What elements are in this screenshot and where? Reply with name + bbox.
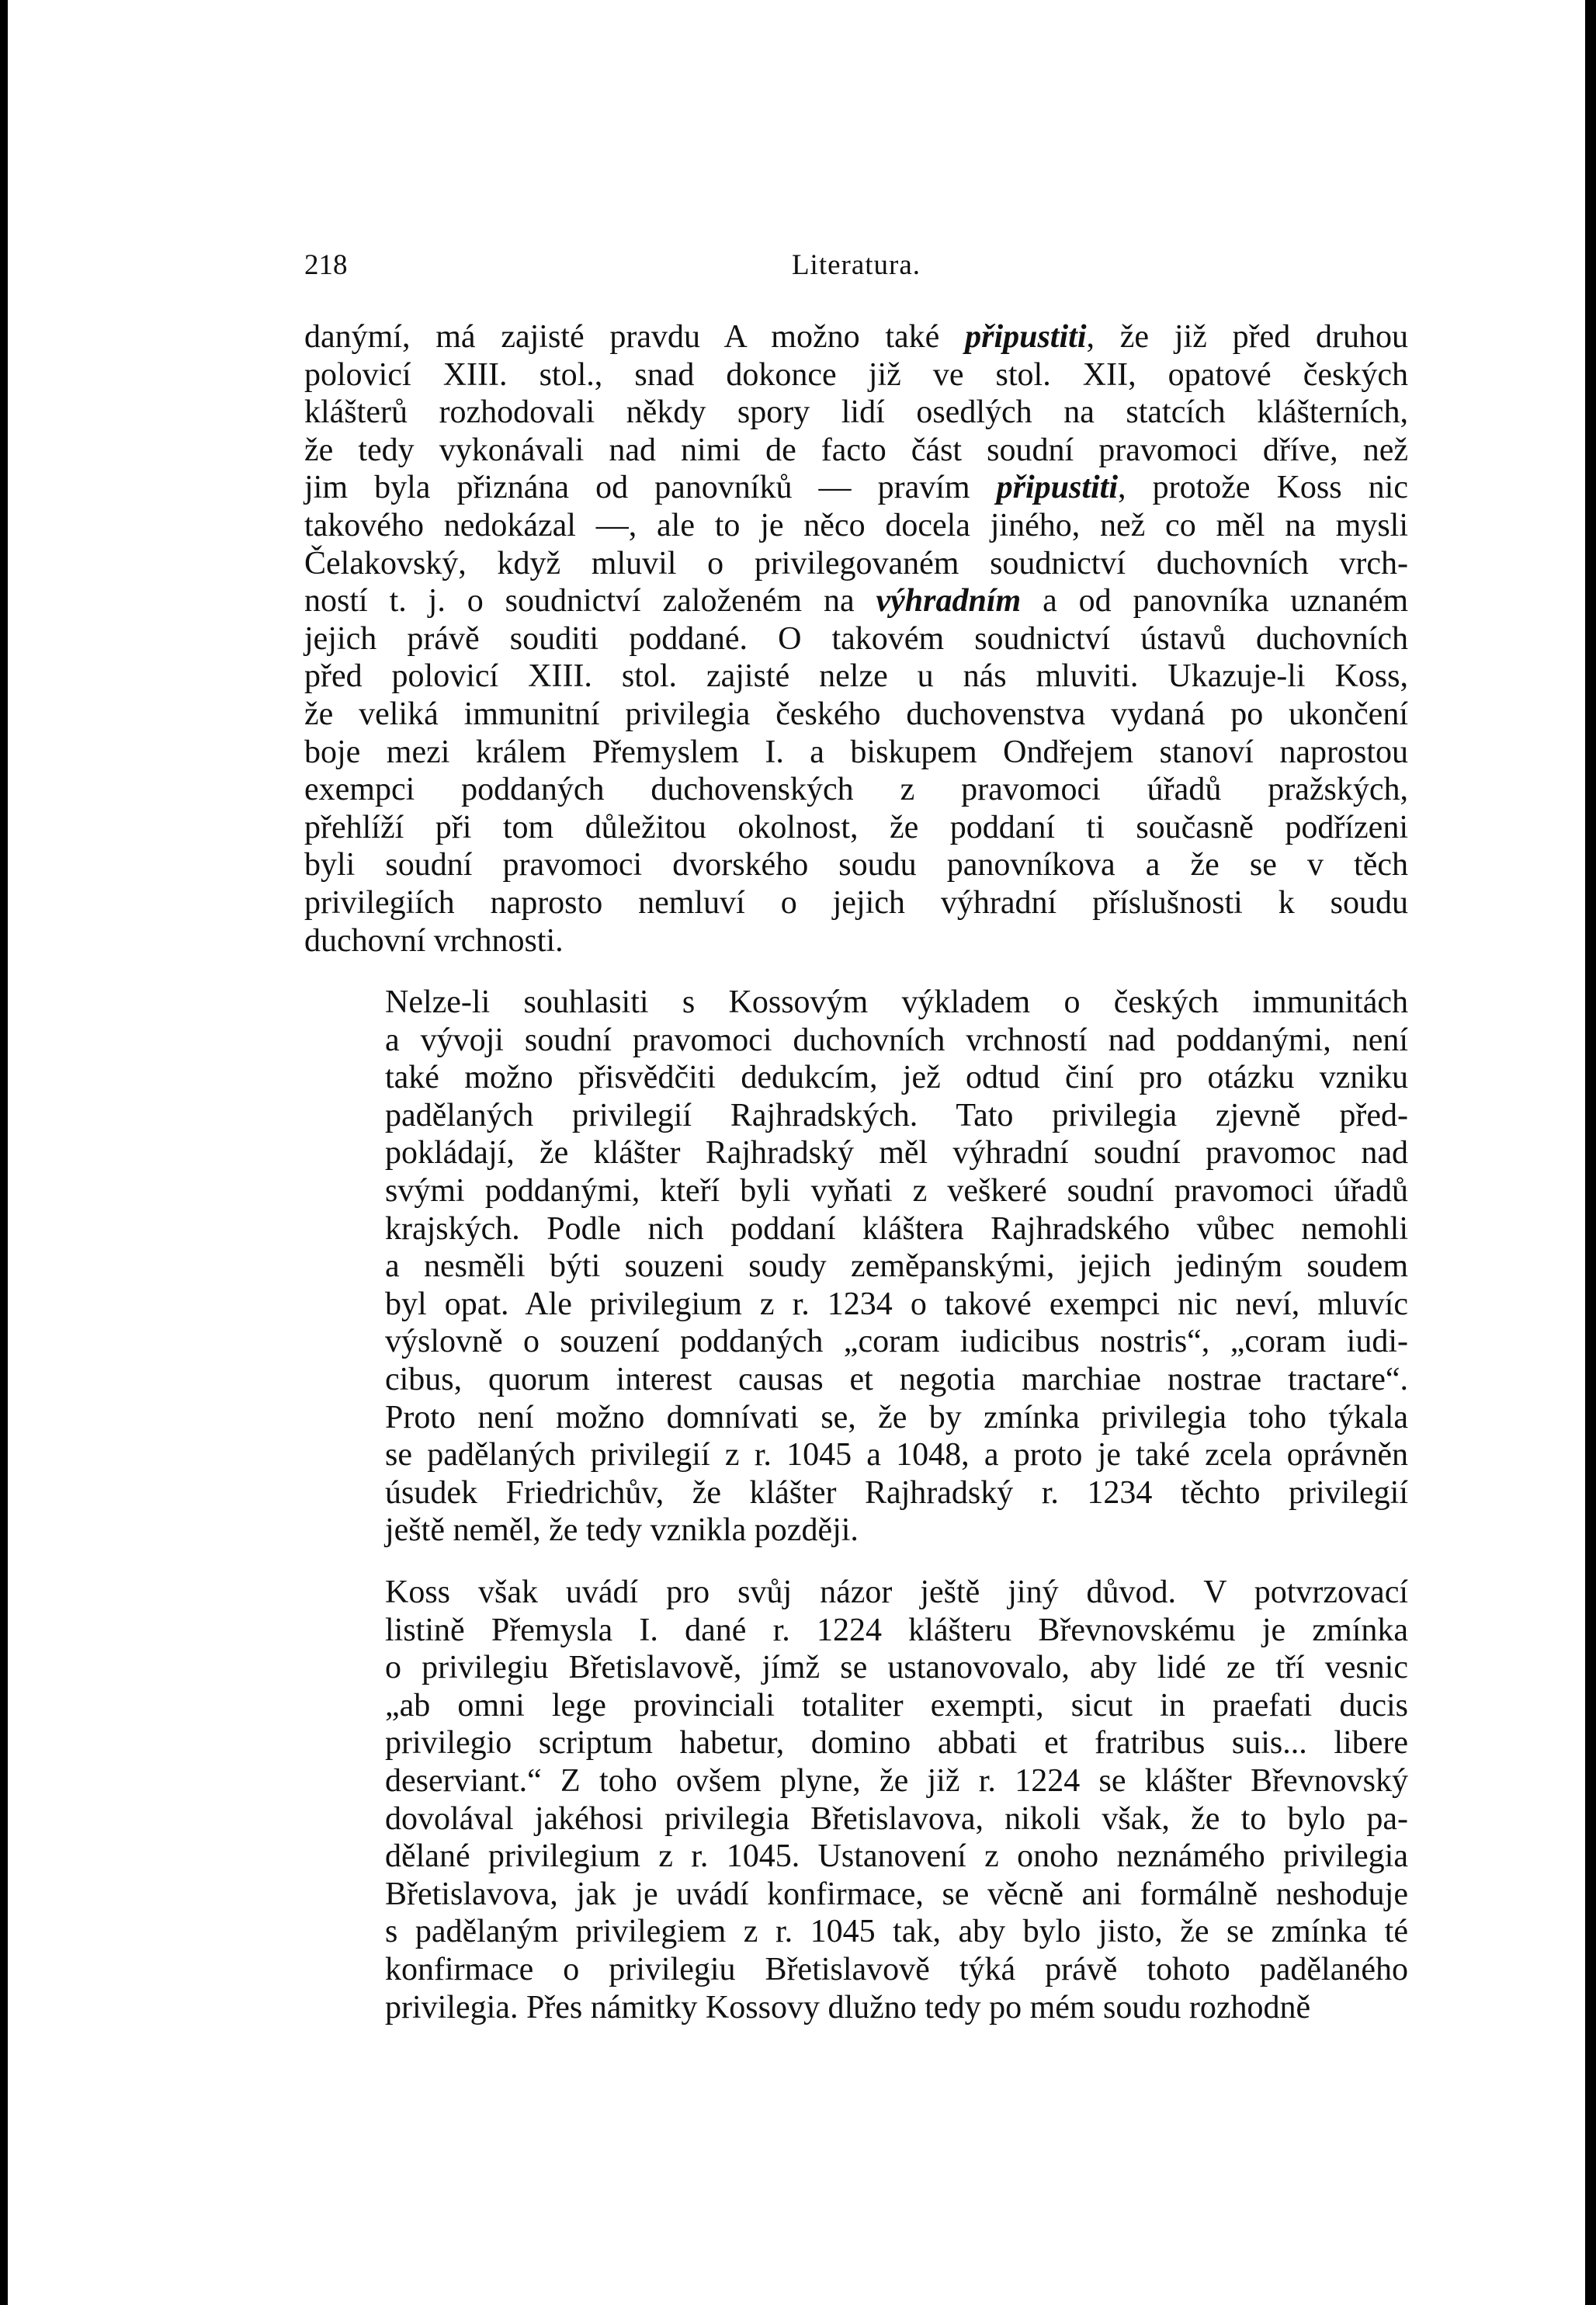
text-line: ností t. j. o soudnictví založeném na výhradním a od panovníka uznaném xyxy=(304,583,1408,620)
text-line: exempci poddaných duchovenských z pravomoci úřadů pražských, xyxy=(304,772,1408,808)
text-line: ještě neměl, že tedy vznikla později. xyxy=(385,1512,859,1549)
text-line: byl opat. Ale privilegium z r. 1234 o takové exempci nic neví, mluvíc xyxy=(385,1286,1408,1322)
text-line: Proto není možno domnívati se, že by zmínka privilegia toho týkala xyxy=(385,1399,1408,1435)
paragraph-1 xyxy=(304,318,1408,960)
text-line: krajských. Podle nich poddaní kláštera Rajhradského vůbec nemohli xyxy=(385,1210,1408,1247)
text-line: Koss však uvádí pro svůj názor ještě jiný důvod. V potvrzovací xyxy=(385,1574,1408,1610)
text-line: takového nedokázal —, ale to je něco docela jiného, než co měl na mysli xyxy=(304,507,1408,543)
text-line: pokládají, že klášter Rajhradský měl výhradní soudní pravomoc nad xyxy=(385,1135,1408,1172)
text-line: privilegiích naprosto nemluví o jejich výhradní příslušnosti k soudu xyxy=(304,884,1408,921)
text-line: že tedy vykonávali nad nimi de facto část soudní pravomoci dříve, než xyxy=(304,432,1408,468)
text-line: a vývoji soudní pravomoci duchovních vrchností nad poddanými, není xyxy=(385,1022,1408,1058)
text-line: a nesměli býti souzeni soudy zeměpanskými, jejich jediným soudem xyxy=(385,1248,1408,1285)
text-line: cibus, quorum interest causas et negotia marchiae nostrae tractare“. xyxy=(385,1362,1408,1398)
text-line: polovicí XIII. stol., snad dokonce již ve stol. XII, opatové českých xyxy=(304,356,1408,393)
paragraph-3 xyxy=(304,1574,1408,2026)
text-line: se padělaných privilegií z r. 1045 a 1048, a proto je také zcela oprávněn xyxy=(385,1437,1408,1474)
text-line: duchovní vrchnosti. xyxy=(304,922,564,959)
text-line: privilegia. Přes námitky Kossovy dlužno tedy po mém soudu rozhodně xyxy=(385,1989,1311,2026)
text-line: danýmí, má zajisté pravdu A možno také připustiti, že již před druhou xyxy=(304,319,1408,355)
text-line: Břetislavova, jak je uvádí konfirmace, se věcně ani formálně neshoduje xyxy=(385,1876,1408,1912)
text-line: jim byla přiznána od panovníků — pravím připustiti, protože Koss nic xyxy=(304,470,1408,506)
text-line: o privilegiu Břetislavově, jímž se ustanovovalo, aby lidé ze tří vesnic xyxy=(385,1650,1408,1686)
text-line: byli soudní pravomoci dvorského soudu panovníkova a že se v těch xyxy=(304,847,1408,883)
scan-edge xyxy=(1585,0,1596,2305)
text-line: před polovicí XIII. stol. zajisté nelze u nás mluviti. Ukazuje-li Koss, xyxy=(304,658,1408,695)
text-line: jejich právě souditi poddané. O takovém soudnictví ústavů duchovních xyxy=(304,620,1408,657)
text-line: deserviant.“ Z toho ovšem plyne, že již r. 1224 se klášter Břevnovský xyxy=(385,1762,1408,1799)
text-line: padělaných privilegií Rajhradských. Tato privilegia zjevně před- xyxy=(385,1097,1408,1133)
book-page xyxy=(8,0,1585,2305)
running-title: Literatura. xyxy=(791,249,921,281)
text-line: listině Přemysla I. dané r. 1224 klášteru Břevnovskému je zmínka xyxy=(385,1612,1408,1648)
page-number: 218 xyxy=(304,249,348,281)
text-line: Nelze-li souhlasiti s Kossovým výkladem o českých immunitách xyxy=(385,984,1408,1021)
text-line: že veliká immunitní privilegia českého duchovenstva vydaná po ukončení xyxy=(304,696,1408,732)
text-line: Čelakovský, když mluvil o privilegovaném soudnictví duchovních vrch- xyxy=(304,545,1408,581)
text-line: přehlíží při tom důležitou okolnost, že poddaní ti současně podřízeni xyxy=(304,809,1408,845)
text-line: konfirmace o privilegiu Břetislavově týká právě tohoto padělaného xyxy=(385,1951,1408,1987)
text-line: dělané privilegium z r. 1045. Ustanovení z onoho neznámého privilegia xyxy=(385,1838,1408,1875)
text-line: klášterů rozhodovali někdy spory lidí osedlých na statcích klášterních, xyxy=(304,394,1408,431)
text-line: boje mezi králem Přemyslem I. a biskupem Ondřejem stanoví naprostou xyxy=(304,734,1408,770)
text-line: privilegio scriptum habetur, domino abbati et fratribus suis... libere xyxy=(385,1725,1408,1762)
text-line: také možno přisvědčiti dedukcím, jež odtud činí pro otázku vzniku xyxy=(385,1060,1408,1096)
text-line: „ab omni lege provinciali totaliter exempti, sicut in praefati ducis xyxy=(385,1687,1408,1724)
page-header xyxy=(304,248,1408,295)
paragraph-2 xyxy=(304,984,1408,1550)
text-line: s padělaným privilegiem z r. 1045 tak, aby bylo jisto, že se zmínka té xyxy=(385,1914,1408,1950)
body-text xyxy=(304,318,1408,2026)
text-line: svými poddanými, kteří byli vyňati z veškeré soudní pravomoci úřadů xyxy=(385,1173,1408,1210)
text-line: výslovně o souzení poddaných „coram iudicibus nostris“, „coram iudi- xyxy=(385,1324,1408,1360)
text-line: úsudek Friedrichův, že klášter Rajhradský r. 1234 těchto privilegií xyxy=(385,1474,1408,1511)
text-line: dovolával jakéhosi privilegia Břetislavova, nikoli však, že to bylo pa- xyxy=(385,1800,1408,1837)
